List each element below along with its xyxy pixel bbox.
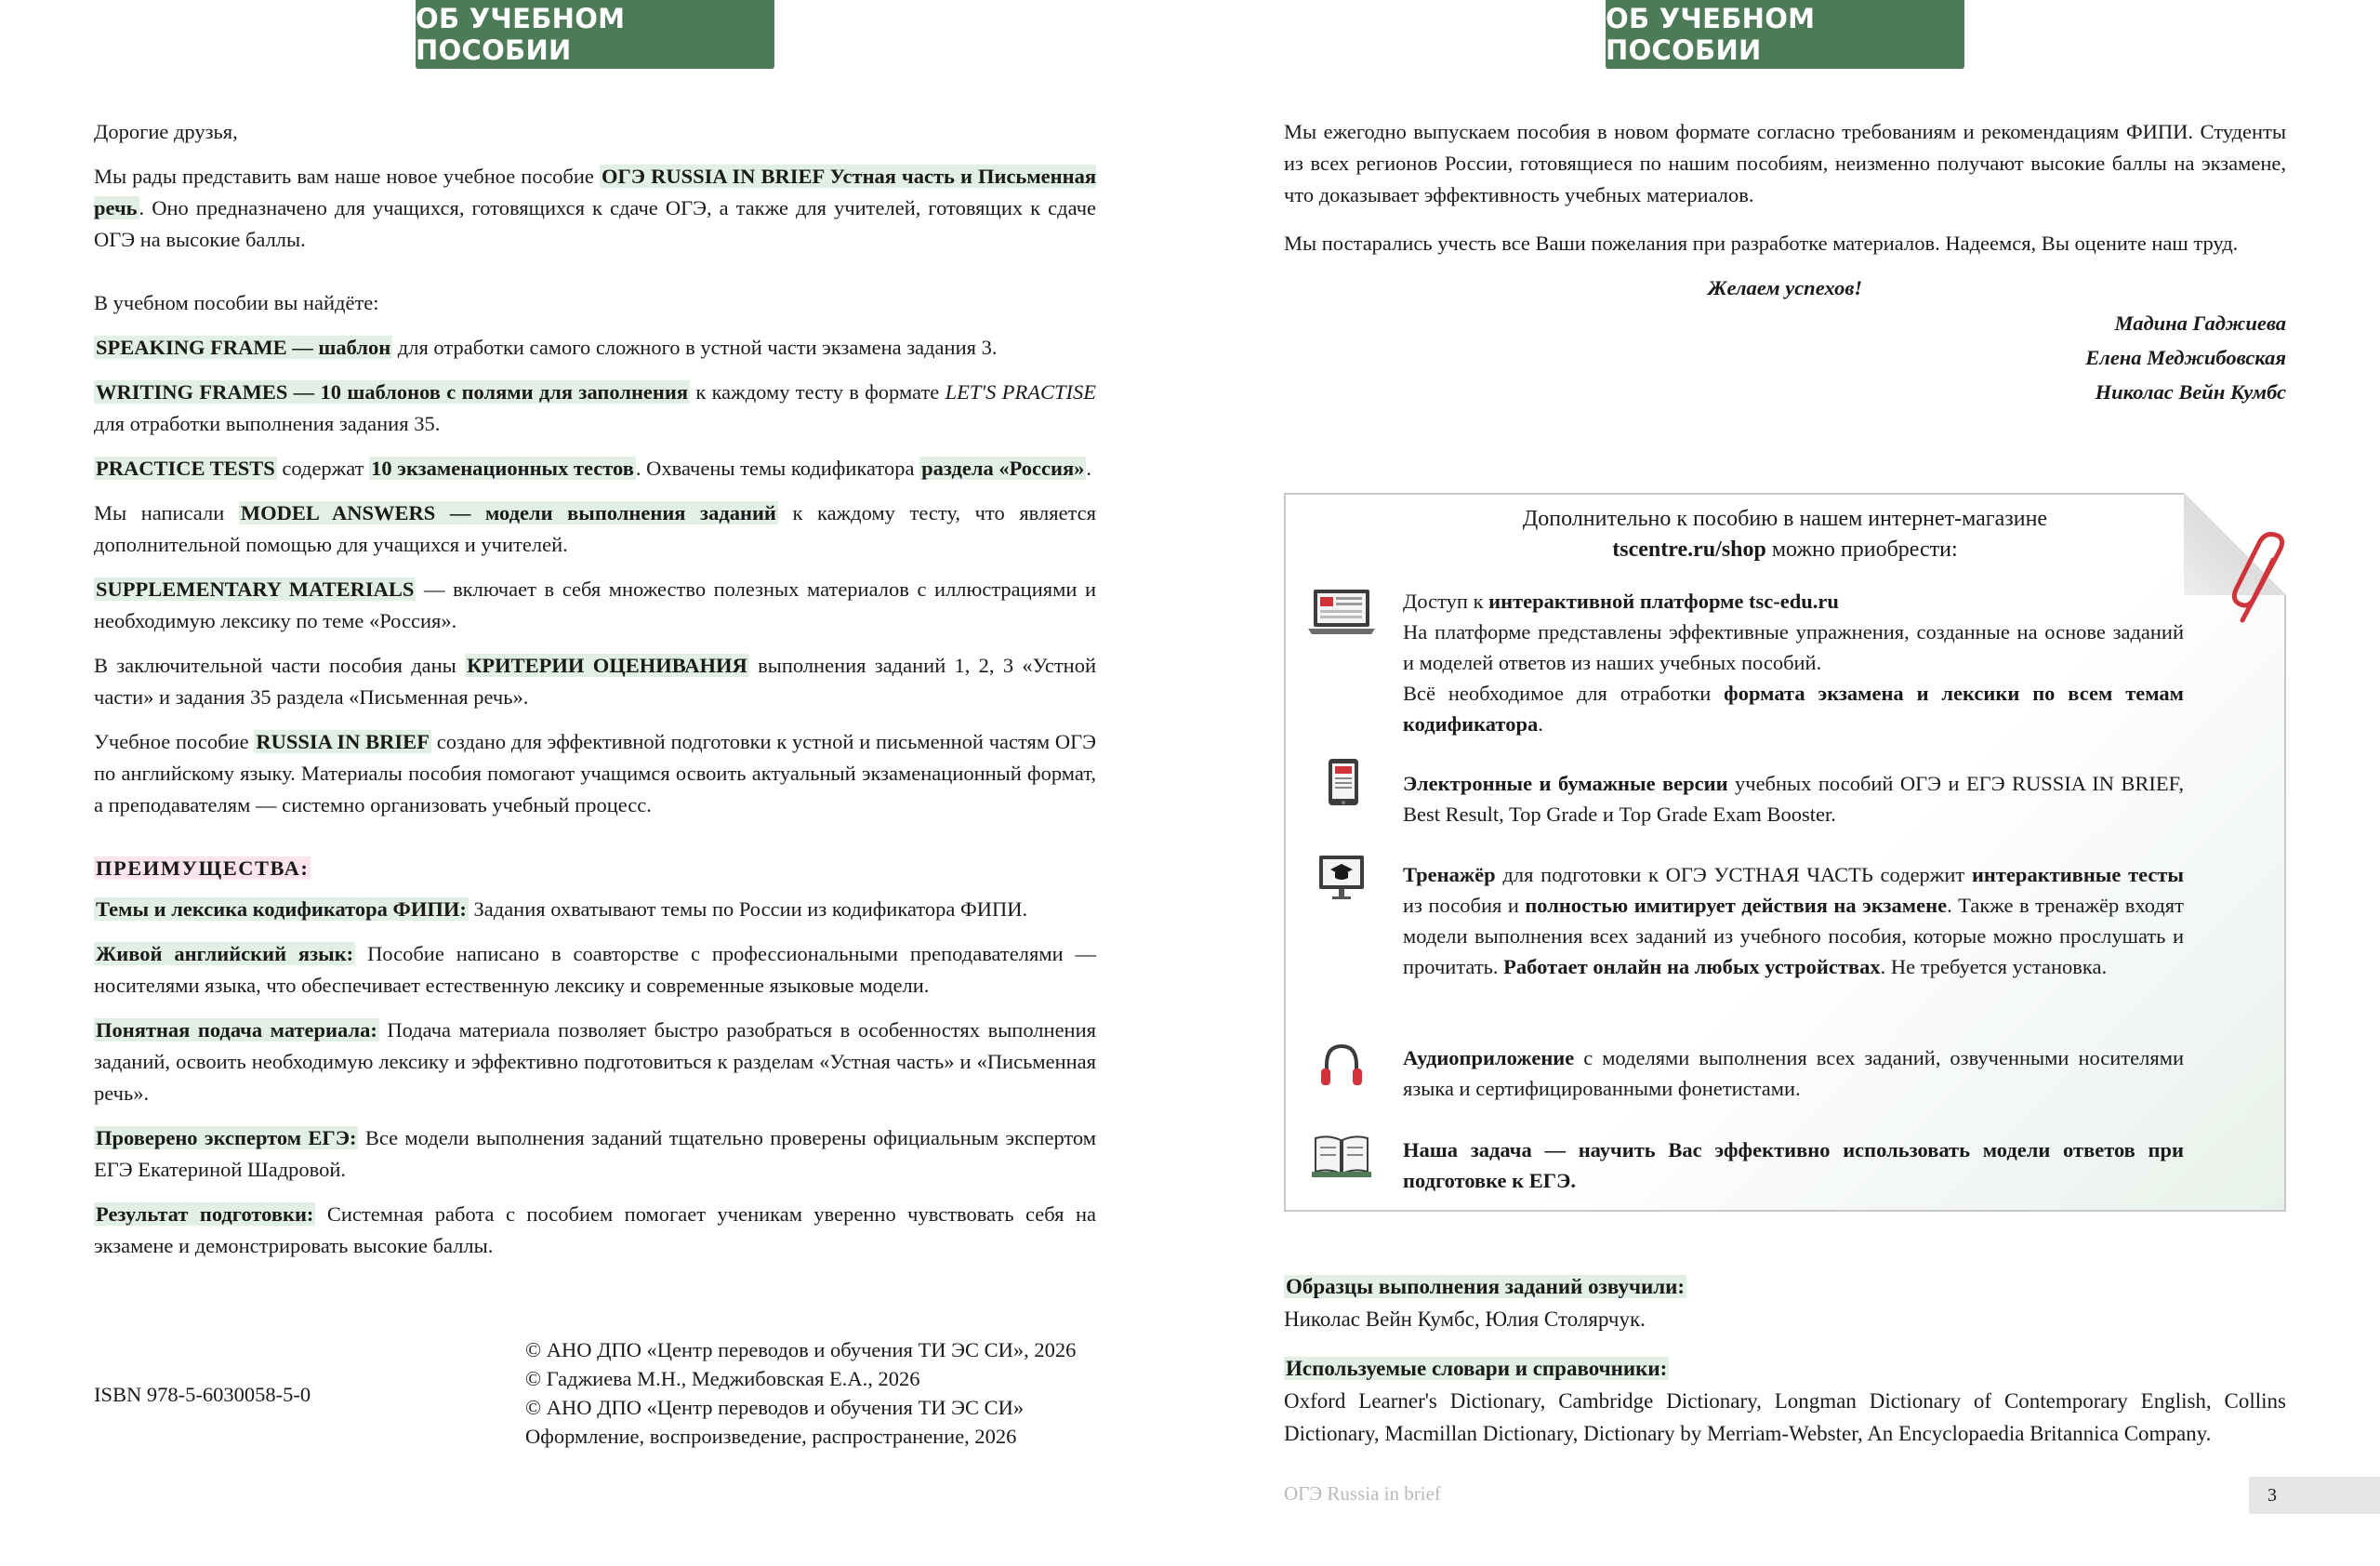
greeting: Дорогие друзья, bbox=[94, 120, 238, 143]
dictionaries-label: Используемые словари и справочники: bbox=[1286, 1357, 1668, 1380]
book-title-highlight: ОГЭ RUSSIA IN BRIEF Устная часть и Письменная речь bbox=[94, 165, 1096, 219]
laptop-icon bbox=[1306, 586, 1377, 642]
wish-text: Желаем успехов! bbox=[1707, 276, 1863, 299]
right-paragraph-1: Мы ежегодно выпускаем пособия в новом формате согласно требованиям и рекомендациям ФИПИ. Студенты из всех регионов России, готовящиеся по нашим пособиям, неизменно получают высокие баллы на экзамене, что доказывает эффективность учебных материалов. bbox=[1284, 120, 2286, 206]
voiced-by bbox=[1284, 1270, 2286, 1335]
headphones-icon bbox=[1306, 1037, 1377, 1093]
voiced-names: Николас Вейн Кумбс, Юлия Столярчук. bbox=[1284, 1307, 1646, 1331]
author-name: Мадина Гаджиева bbox=[2114, 312, 2286, 335]
left-section-header: ОБ УЧЕБНОМ ПОСОБИИ bbox=[416, 0, 774, 69]
advantage-item: Проверено экспертом ЕГЭ: Все модели выполнения заданий тщательно проверены официальным экспертом ЕГЭ Екатериной Шадровой. bbox=[94, 1126, 1096, 1181]
left-content bbox=[94, 116, 1096, 1275]
russia-in-brief-paragraph: Учебное пособие RUSSIA IN BRIEF создано для эффективной подготовки к устной и письменной частям ОГЭ по английскому языку. Материалы пособия помогают учащимся освоить актуальный экзаменационный формат, а преподавателям — системно организовать учебный процесс. bbox=[94, 730, 1097, 816]
practice-tests-paragraph: PRACTICE TESTS содержат 10 экзаменационных тестов. Охвачены темы кодификатора раздела «Россия». bbox=[96, 457, 1092, 480]
right-content bbox=[1284, 116, 2286, 409]
speaking-frame-paragraph: SPEAKING FRAME — шаблон для отработки самого сложного в устной части экзамена задания 3. bbox=[96, 336, 998, 359]
right-paragraph-2: Мы постарались учесть все Ваши пожелания при разработке материалов. Надеемся, Вы оцените наш труд. bbox=[1284, 232, 2239, 255]
right-section-header: ОБ УЧЕБНОМ ПОСОБИИ bbox=[1606, 0, 1964, 69]
copyright-line: Оформление, воспроизведение, распространение, 2026 bbox=[525, 1425, 1017, 1448]
dictionaries-list: Oxford Learner's Dictionary, Cambridge Dictionary, Longman Dictionary of Contemporary English, Collins Dictionary, Macmillan Dictionary, Dictionary by Merriam-Webster, An Encyclopaedia Britannica Company. bbox=[1284, 1389, 2286, 1445]
advantage-item: Живой английский язык: Пособие написано в соавторстве с профессиональными преподавателями — носителями языка, что обеспечивает естественную лексику и современные языковые модели. bbox=[94, 942, 1096, 997]
writing-frames-paragraph: WRITING FRAMES — 10 шаблонов с полями для заполнения к каждому тесту в формате LET'S PRACTISE для отработки выполнения задания 35. bbox=[94, 380, 1096, 435]
advantage-item: Результат подготовки: Системная работа с пособием помогает ученикам уверенно чувствовать себя на экзамене и демонстрировать высокие баллы. bbox=[94, 1202, 1096, 1257]
advantage-item: Понятная подача материала: Подача материала позволяет быстро разобраться в особенностях выполнения заданий, освоить необходимую лексику и эффективно подготовиться к разделам «Устная часть» и «Письменная речь». bbox=[94, 1018, 1096, 1105]
advantages-title: ПРЕИМУЩЕСТВА: bbox=[96, 856, 310, 880]
tablet-icon bbox=[1306, 757, 1377, 813]
shop-info-box: Дополнительно к пособию в нашем интернет-магазине tscentre.ru/shop можно приобрести: Доступ к интерактивной платформе tsc-edu.ru На платформе представлены эффективные упражнения, созданные на основе заданий и моделей ответов из наших учебных пособий. Всё необходимое для отработки формата экзамена и лексики по всем темам кодификатора. Электронные и бумажные версии учебных пособий ОГЭ и ЕГЭ RUSSIA IN BRIEF, Best Result, Top Grade и Top Grade Exam Booster. Тренажёр для подготовки к ОГЭ УСТНАЯ ЧАСТЬ содержит интерактивные тесты из пособия и полностью имитирует действия на экзамене. Также в тренажёр входят модели выполнения всех заданий из учебного пособия, которые можно прослушать и прочитать. Работает онлайн на любых устройствах. Не требуется установка. Аудиоприложение с моделями выполнения всех заданий, озвученными носителями языка и сертифицированными фонетистами. Наша задача — научить Вас эффективно использовать модели ответов при подготовке к ЕГЭ. bbox=[1284, 493, 2286, 1212]
monitor-graduation-cap-icon bbox=[1306, 854, 1377, 909]
box-heading: Дополнительно к пособию в нашем интернет-магазине tscentre.ru/shop можно приобрести: bbox=[1522, 507, 2048, 562]
copyright-line: © АНО ДПО «Центр переводов и обучения ТИ ЭС СИ», 2026 bbox=[525, 1338, 1077, 1361]
supplementary-paragraph: SUPPLEMENTARY MATERIALS — включает в себя множество полезных материалов с иллюстрациями и необходимую лексику по теме «Россия». bbox=[94, 577, 1096, 632]
open-book-icon bbox=[1306, 1127, 1377, 1183]
criteria-paragraph: В заключительной части пособия даны КРИТЕРИИ ОЦЕНИВАНИЯ выполнения заданий 1, 2, 3 «Устной части» и задания 35 раздела «Письменная речь». bbox=[94, 654, 1096, 709]
copyright-line: © Гаджиева М.Н., Меджибовская Е.А., 2026 bbox=[525, 1367, 920, 1390]
author-name: Елена Меджибовская bbox=[2085, 346, 2286, 369]
voiced-label: Образцы выполнения заданий озвучили: bbox=[1286, 1275, 1686, 1298]
isbn: ISBN 978-5-6030058-5-0 bbox=[94, 1383, 311, 1406]
advantage-item: Темы и лексика кодификатора ФИПИ: Задания охватывают темы по России из кодификатора ФИПИ. bbox=[96, 897, 1028, 921]
running-head: ОГЭ Russia in brief bbox=[1284, 1482, 1441, 1505]
authors bbox=[1284, 306, 2286, 409]
page-number: 3 bbox=[2249, 1477, 2380, 1514]
intro-paragraph: Мы рады представить вам наше новое учебное пособие ОГЭ RUSSIA IN BRIEF Устная часть и Письменная речь. Оно предназначено для учащихся, готовящихся к сдаче ОГЭ, а также для учителей, готовящих к сдаче ОГЭ на высокие баллы. bbox=[94, 165, 1096, 251]
model-answers-paragraph: Мы написали MODEL ANSWERS — модели выполнения заданий к каждому тесту, что является дополнительной помощью для учащихся и учителей. bbox=[94, 501, 1096, 556]
copyright-block bbox=[525, 1335, 1120, 1451]
copyright-line: © АНО ДПО «Центр переводов и обучения ТИ ЭС СИ» bbox=[525, 1396, 1025, 1419]
find-title: В учебном пособии вы найдёте: bbox=[94, 291, 379, 314]
shop-link[interactable]: tscentre.ru/shop bbox=[1612, 537, 1766, 562]
dictionaries bbox=[1284, 1352, 2286, 1450]
author-name: Николас Вейн Кумбс bbox=[2095, 380, 2286, 404]
paperclip-icon bbox=[2228, 532, 2294, 634]
sources-block bbox=[1284, 1270, 2286, 1466]
right-page bbox=[1190, 0, 2380, 1566]
